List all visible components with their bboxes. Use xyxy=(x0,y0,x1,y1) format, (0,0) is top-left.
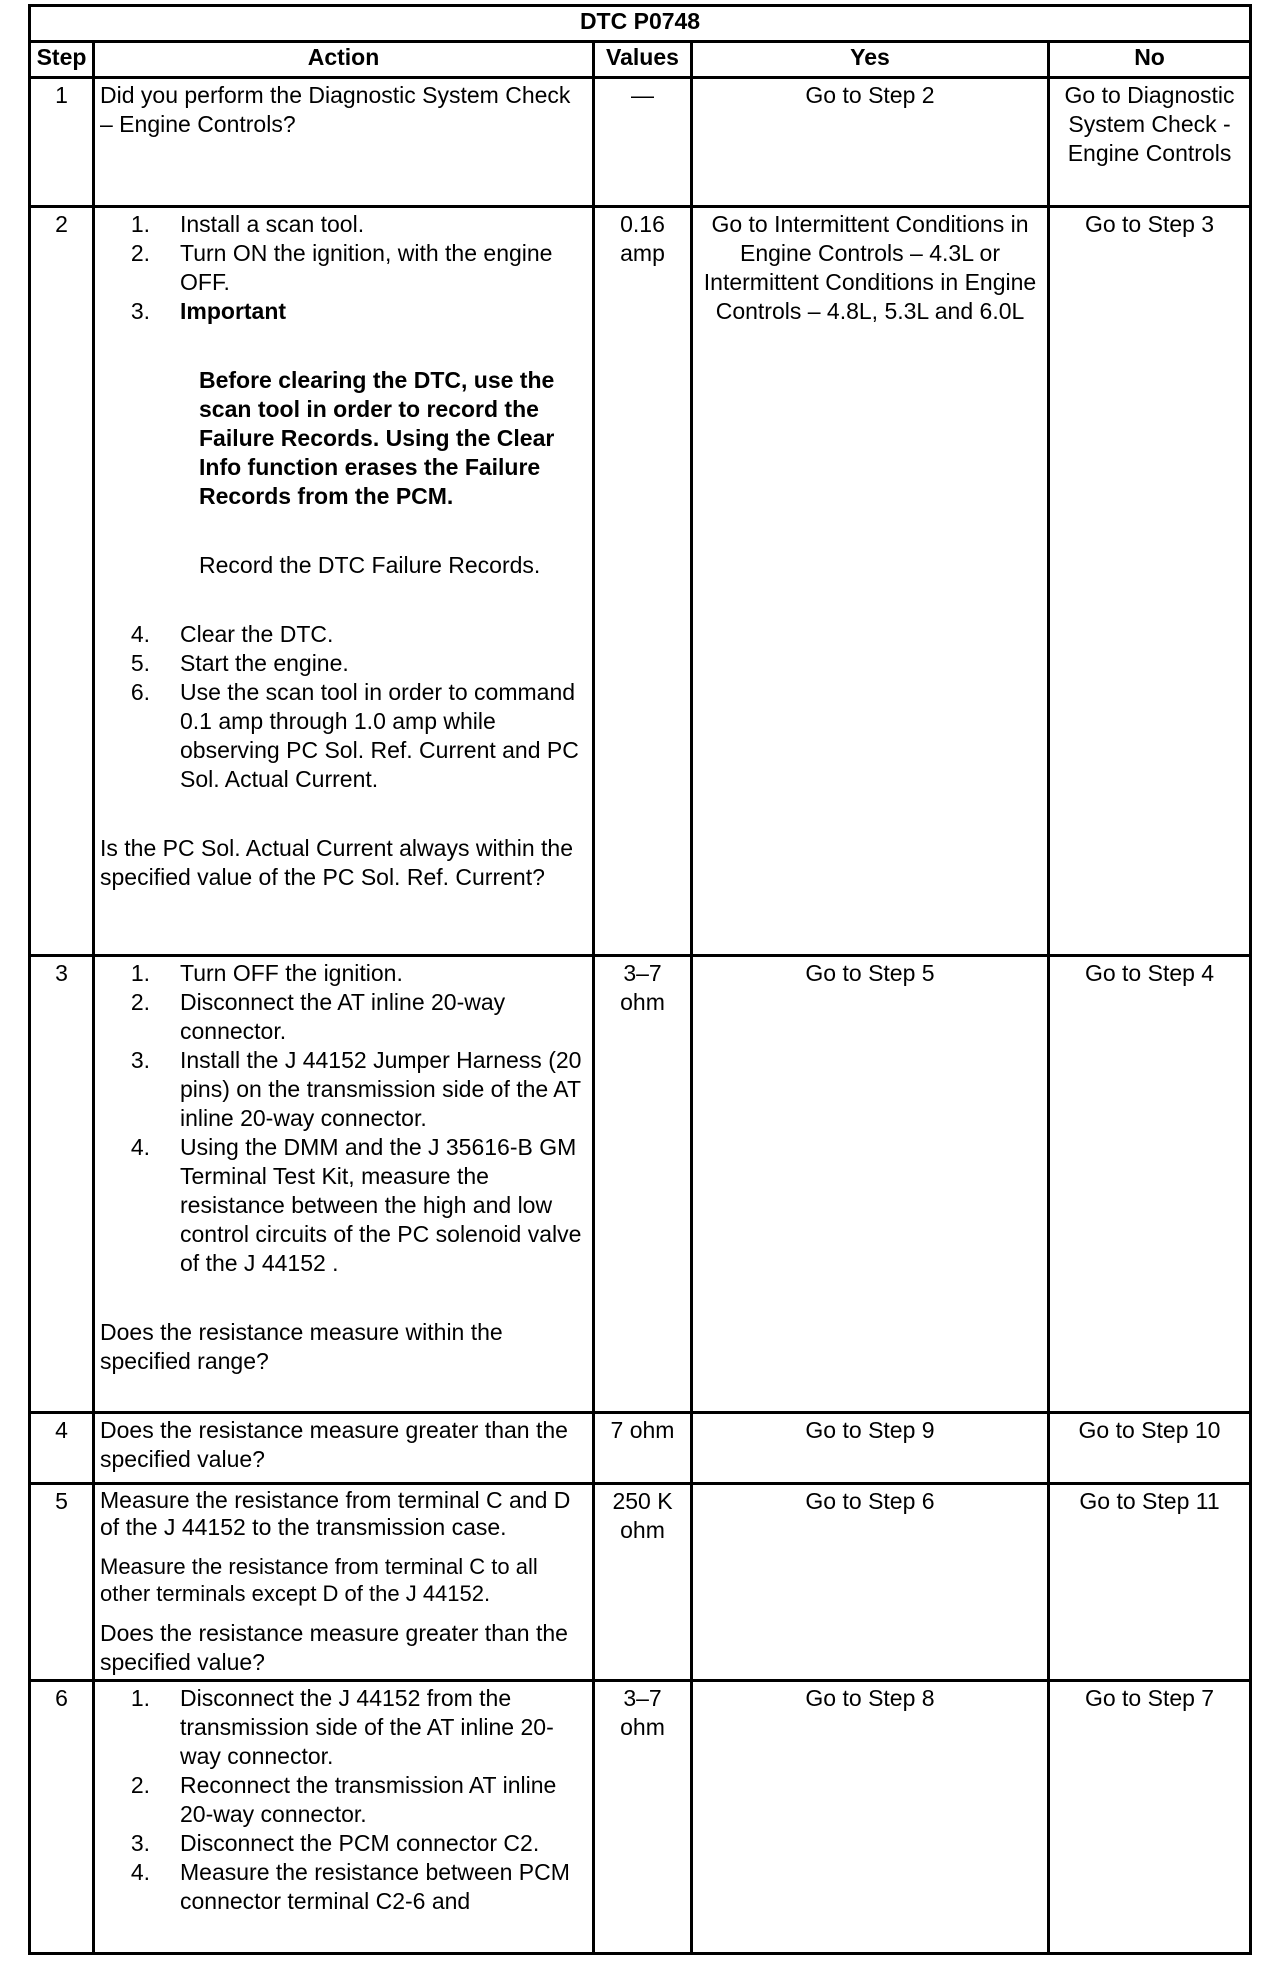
action-item: 3. Important xyxy=(130,298,287,324)
step-number: 5 xyxy=(30,1484,94,1681)
table-row xyxy=(30,207,1251,956)
action-item: 1. Install a scan tool. xyxy=(130,211,365,237)
value-cell: 3–7 ohm xyxy=(594,1681,692,1954)
header-values: Values xyxy=(594,42,692,78)
important-note: Before clearing the DTC, use the scan tool in order to record the Failure Records. Using the Clear Info function erases the Failure Records from the PCM. xyxy=(199,367,555,509)
table-row xyxy=(30,1413,1251,1484)
value-cell: 3–7 ohm xyxy=(594,956,692,1413)
action-cell xyxy=(94,207,594,956)
action-cell xyxy=(94,1413,594,1484)
action-cell xyxy=(94,78,594,207)
header-yes: Yes xyxy=(692,42,1049,78)
action-cell xyxy=(94,956,594,1413)
table-title: DTC P0748 xyxy=(30,6,1251,42)
action-item: 1. Turn OFF the ignition. xyxy=(130,960,403,986)
table-row xyxy=(30,1484,1251,1681)
yes-cell: Go to Step 2 xyxy=(692,78,1049,207)
no-cell: Go to Step 7 xyxy=(1049,1681,1251,1954)
no-cell: Go to Step 11 xyxy=(1049,1484,1251,1681)
no-cell: Go to Step 10 xyxy=(1049,1413,1251,1484)
header-step: Step xyxy=(30,42,94,78)
no-cell: Go to Diagnostic System Check - Engine Controls xyxy=(1049,78,1251,207)
action-item: 4. Using the DMM and the J 35616-B GM Terminal Test Kit, measure the resistance between the high and low control circuits of the PC solenoid valve of the J 44152 . xyxy=(130,1134,582,1276)
action-question: Did you perform the Diagnostic System Check – Engine Controls? xyxy=(100,82,571,137)
action-question: Is the PC Sol. Actual Current always within the specified value of the PC Sol. Ref. Current? xyxy=(100,835,573,890)
action-item: 2. Reconnect the transmission AT inline 20-way connector. xyxy=(130,1772,557,1827)
action-item: 2. Turn ON the ignition, with the engine OFF. xyxy=(130,240,553,295)
header-action: Action xyxy=(94,42,594,78)
action-question: Does the resistance measure greater than the specified value? xyxy=(100,1417,568,1472)
action-question: Does the resistance measure within the specified range? xyxy=(100,1319,503,1374)
action-item: 3. Disconnect the PCM connector C2. xyxy=(130,1830,540,1856)
step-number: 1 xyxy=(30,78,94,207)
no-cell: Go to Step 3 xyxy=(1049,207,1251,956)
yes-cell: Go to Step 5 xyxy=(692,956,1049,1413)
step-number: 3 xyxy=(30,956,94,1413)
action-text: Measure the resistance from terminal C to all other terminals except D of the J 44152. xyxy=(100,1554,538,1606)
action-cell xyxy=(94,1681,594,1954)
table-row xyxy=(30,956,1251,1413)
action-item: 6. Use the scan tool in order to command 0.1 amp through 1.0 amp while observing PC Sol. Ref. Current and PC Sol. Actual Current. xyxy=(130,679,579,792)
value-cell: 7 ohm xyxy=(594,1413,692,1484)
value-cell: — xyxy=(594,78,692,207)
header-no: No xyxy=(1049,42,1251,78)
action-item: 1. Disconnect the J 44152 from the transmission side of the AT inline 20-way connector. xyxy=(130,1685,554,1769)
action-item: 4. Measure the resistance between PCM connector terminal C2-6 and xyxy=(130,1859,570,1914)
sub-step-text: Record the DTC Failure Records. xyxy=(199,552,541,578)
no-cell: Go to Step 4 xyxy=(1049,956,1251,1413)
yes-cell: Go to Step 8 xyxy=(692,1681,1049,1954)
action-item: 4. Clear the DTC. xyxy=(130,621,334,647)
table-row xyxy=(30,1681,1251,1954)
step-number: 6 xyxy=(30,1681,94,1954)
value-cell: 250 K ohm xyxy=(594,1484,692,1681)
action-item: 2. Disconnect the AT inline 20-way connector. xyxy=(130,989,506,1044)
yes-cell: Go to Step 6 xyxy=(692,1484,1049,1681)
action-item: 3. Install the J 44152 Jumper Harness (20 pins) on the transmission side of the AT inline 20-way connector. xyxy=(130,1047,582,1131)
step-number: 4 xyxy=(30,1413,94,1484)
dtc-table xyxy=(28,4,1252,1955)
yes-cell: Go to Intermittent Conditions in Engine Controls – 4.3L or Intermittent Conditions in Engine Controls – 4.8L, 5.3L and 6.0L xyxy=(692,207,1049,956)
action-item: 5. Start the engine. xyxy=(130,650,349,676)
action-question: Does the resistance measure greater than the specified value? xyxy=(100,1620,568,1675)
action-cell xyxy=(94,1484,594,1681)
step-number: 2 xyxy=(30,207,94,956)
value-cell: 0.16 amp xyxy=(594,207,692,956)
table-row xyxy=(30,78,1251,207)
yes-cell: Go to Step 9 xyxy=(692,1413,1049,1484)
action-text: Measure the resistance from terminal C and D of the J 44152 to the transmission case. xyxy=(100,1487,571,1540)
